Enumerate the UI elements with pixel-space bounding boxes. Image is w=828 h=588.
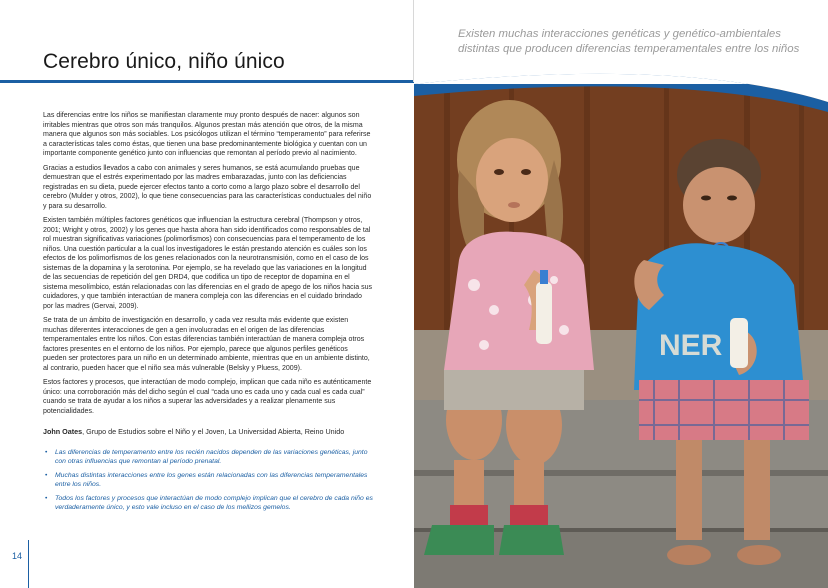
page-title: Cerebro único, niño único bbox=[43, 50, 285, 73]
key-point bbox=[43, 471, 373, 489]
title-rule bbox=[0, 80, 414, 83]
shirt-print: NER bbox=[659, 329, 723, 362]
paragraph: Estos factores y procesos, que interactúan de modo complejo, implican que cada niño es auténticamente único: una corroboración más del dicho según el cual “cada uno es cada uno y cada cual es cada cual” cuando se trata de ayudar a los niños a superar las adversidades y a realizar plenamente sus potencialidades. bbox=[43, 379, 372, 415]
paragraph: Gracias a estudios llevados a cabo con animales y seres humanos, se está acumulando pruebas que demuestran que el estrés experimentado por las madres embarazadas, junto con las deficiencias registradas en su dieta, puede ejercer efectos tanto a corto como a largo plazo sobre el desarrollo del cerebro (Mulder y otros, 2002), lo que tiene consecuencias para las características conductuales del niño y para su desarrollo. bbox=[43, 164, 372, 210]
author-name: John Oates bbox=[43, 427, 83, 436]
paragraph: Existen también múltiples factores genéticos que influencian la estructura cerebral (Thompson y otros, 2001; Wright y otros, 2002) y los genes que hasta ahora han sido identificados como responsables de tal rol muestran significativas variaciones (polimorfismos) con consecuencias para el temperamento de los niños. Una cuestión particular a la cual los investigadores le están prestando atención es cuáles son los efectos de los polimorfismos de los genes relacionados con la neurotransmisión, como en el caso de los sistemas de la dopamina y la serotonina. Por ejemplo, se ha revelado que las variaciones en la longitud de las secuencias de repetición del gen DRD4, que codifica un tipo de receptor de dopamina en el sistema mesolímbico, están relacionadas con las diferencias en el grado de apego de los niños hacia sus cuidadores, y que también interactúan de manera compleja con las diferencias en el cuidado brindado por las madres (Gervai, 2009). bbox=[43, 217, 373, 310]
paragraph: Las diferencias entre los niños se manifiestan claramente muy pronto después de nacer: algunos son irritables mientras que otros son más tranquilos. Algunos prestan más atención que otros, de la misma manera que algunos son más sociables. Los psicólogos utilizan el término “temperamento” para referirse a características tales como éstas, que tienen una base predominantemente biológica y cuentan con un importante componente genético junto con influencias que remontan al período previo al nacimiento. bbox=[43, 112, 371, 157]
key-point-text: Todos los factores y procesos que interactúan de modo complejo implican que el cerebro de cada niño es verdaderamente único, y esto vale incluso en el caso de los mellizos gemelos. bbox=[55, 494, 373, 511]
bullet-icon: • bbox=[45, 494, 48, 502]
key-point-text: Muchas distintas interacciones entre los genes están relacionadas con las diferencias temperamentales entre los niños. bbox=[55, 471, 368, 488]
author-affiliation: , Grupo de Estudios sobre el Niño y el Joven, La Universidad Abierta, Reino Unido bbox=[82, 427, 345, 436]
paragraph: Se trata de un ámbito de investigación en desarrollo, y cada vez resulta más evidente que existen muchas diferentes interacciones de gen a gen involucradas en el origen de las diferencias temperamentales entre los niños. Con estas diferencias también interactúan de manera compleja otros factores presentes en el entorno de los niños. Por ejemplo, parece que algunos perfiles genéticos pueden ser protectores para un niño en un determinado ambiente, mientras que en un ambiente distinto, al contrario, pueden hacer que el niño sea más vulnerable (Belsky y Pluess, 2009). bbox=[43, 317, 370, 372]
right-page bbox=[414, 0, 828, 588]
bullet-icon: • bbox=[45, 471, 48, 479]
key-point-text: Las diferencias de temperamento entre los recién nacidos dependen de las variaciones genéticas, junto con otras influencias que remontan al período prenatal. bbox=[55, 448, 368, 465]
page-number-rule bbox=[28, 540, 29, 588]
photo-children-blowing-bubbles bbox=[414, 0, 828, 588]
page-subtitle: Existen muchas interacciones genéticas y genético-ambientales distintas que producen diferencias temperamentales entre los niños bbox=[458, 28, 800, 55]
author-credit bbox=[43, 427, 373, 437]
page-number: 14 bbox=[12, 551, 23, 561]
key-point bbox=[43, 448, 373, 466]
key-point bbox=[43, 494, 373, 512]
spine-divider bbox=[413, 0, 414, 82]
key-points-list bbox=[43, 448, 373, 512]
article-body bbox=[43, 111, 373, 517]
bullet-icon: • bbox=[45, 448, 48, 456]
